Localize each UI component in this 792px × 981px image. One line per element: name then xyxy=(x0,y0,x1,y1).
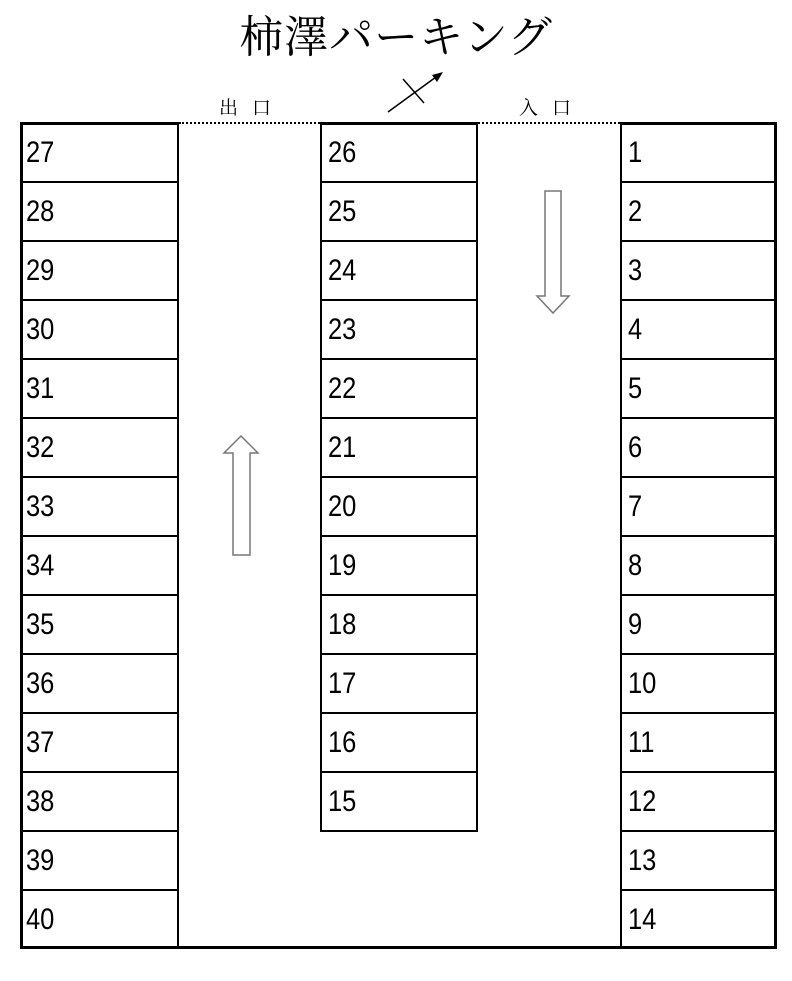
parking-stall[interactable]: 32 xyxy=(20,419,177,478)
parking-stall[interactable]: 11 xyxy=(622,714,777,773)
parking-stall[interactable]: 37 xyxy=(20,714,177,773)
parking-stall[interactable]: 20 xyxy=(322,478,476,537)
parking-stall[interactable]: 26 xyxy=(322,124,476,183)
parking-stall[interactable]: 10 xyxy=(622,655,777,714)
parking-stall[interactable]: 5 xyxy=(622,360,777,419)
parking-stall[interactable]: 35 xyxy=(20,596,177,655)
parking-stall[interactable]: 2 xyxy=(622,183,777,242)
parking-stall[interactable]: 39 xyxy=(20,832,177,891)
parking-stall[interactable]: 4 xyxy=(622,301,777,360)
parking-stall[interactable]: 28 xyxy=(20,183,177,242)
parking-stall[interactable]: 30 xyxy=(20,301,177,360)
parking-stall[interactable]: 33 xyxy=(20,478,177,537)
exit-label: 出口 xyxy=(219,97,286,119)
parking-stall[interactable]: 22 xyxy=(322,360,476,419)
parking-stall[interactable]: 12 xyxy=(622,773,777,832)
parking-stall[interactable]: 1 xyxy=(622,124,777,183)
parking-stall[interactable]: 8 xyxy=(622,537,777,596)
parking-stall[interactable]: 13 xyxy=(622,832,777,891)
parking-stall[interactable]: 40 xyxy=(26,903,55,936)
parking-stall[interactable]: 15 xyxy=(322,773,476,832)
parking-stall[interactable]: 18 xyxy=(322,596,476,655)
parking-stall[interactable]: 36 xyxy=(20,655,177,714)
parking-stall[interactable]: 38 xyxy=(20,773,177,832)
parking-stall[interactable]: 29 xyxy=(20,242,177,301)
parking-stall[interactable]: 24 xyxy=(322,242,476,301)
parking-stall[interactable]: 3 xyxy=(622,242,777,301)
parking-stall[interactable]: 19 xyxy=(322,537,476,596)
entrance-label: 入口 xyxy=(519,97,586,119)
exit-direction-up-arrow-icon xyxy=(224,436,258,555)
no-entry-arrow-icon xyxy=(388,72,443,112)
parking-stall[interactable]: 25 xyxy=(322,183,476,242)
parking-stall[interactable]: 34 xyxy=(20,537,177,596)
parking-stall[interactable]: 9 xyxy=(622,596,777,655)
parking-stall[interactable]: 21 xyxy=(322,419,476,478)
parking-stall[interactable]: 23 xyxy=(322,301,476,360)
parking-stall[interactable]: 31 xyxy=(20,360,177,419)
parking-stall[interactable]: 6 xyxy=(622,419,777,478)
entry-direction-down-arrow-icon xyxy=(537,191,569,313)
parking-stall[interactable]: 17 xyxy=(322,655,476,714)
parking-stall[interactable]: 14 xyxy=(628,903,657,936)
parking-stall[interactable]: 16 xyxy=(322,714,476,773)
parking-stall[interactable]: 7 xyxy=(622,478,777,537)
page-title: 柿澤パーキング xyxy=(239,12,553,63)
parking-stall[interactable]: 27 xyxy=(20,124,177,183)
